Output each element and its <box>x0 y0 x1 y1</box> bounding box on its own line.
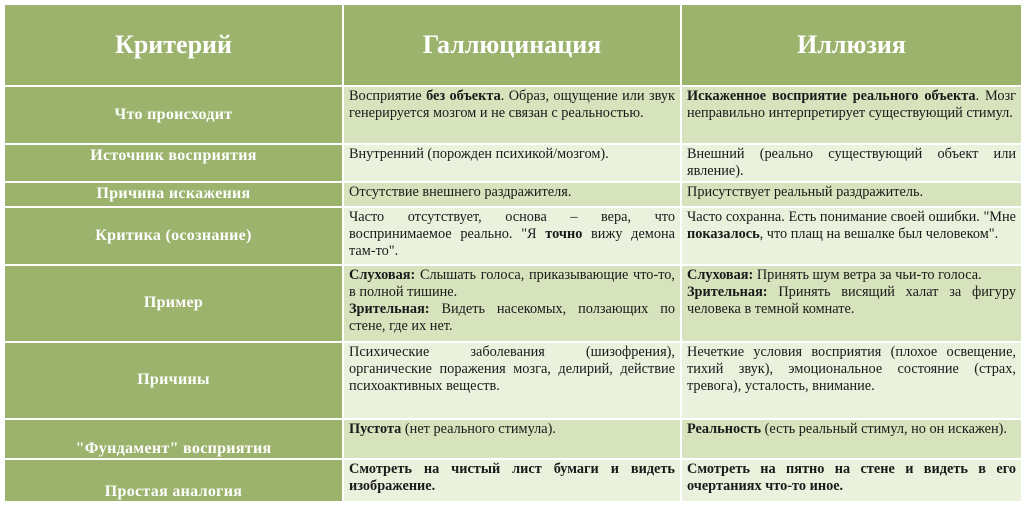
cell-text: Внутренний (порожден психикой/мозгом). <box>349 146 609 163</box>
bold-text: Пустота <box>349 420 402 437</box>
cell-text: (есть реальный стимул, но он искажен). <box>761 420 1007 437</box>
bold-text: показалось <box>687 225 760 242</box>
hallucination-cell <box>343 459 681 502</box>
cell-text: Видеть насекомых, ползающих по стене, где их нет. <box>349 300 675 334</box>
header-criterion: Критерий <box>4 4 343 86</box>
bold-text: точно <box>545 225 583 242</box>
illusion-cell <box>681 182 1022 206</box>
table-row <box>4 144 1022 182</box>
hallucination-cell <box>343 265 681 342</box>
criterion-cell: Причина искажения <box>4 182 343 206</box>
cell-text: . Мозг неправильно интерпретирует существующий стимул. <box>687 88 1016 121</box>
cell-text: Внешний (реально существующий объект или явление). <box>687 146 1016 180</box>
cell-text: Нечеткие условия восприятия (плохое освещение, тихий звук), эмоциональное состояние (страх, тревога), усталость, внимание. <box>687 344 1016 395</box>
example-paragraph <box>349 267 675 301</box>
hallucination-cell <box>343 419 681 459</box>
illusion-cell <box>681 459 1022 502</box>
header-row <box>4 4 1022 86</box>
criterion-cell: Пример <box>4 265 343 342</box>
bold-text: Зрительная: <box>687 283 768 300</box>
cell-text: Принять висящий халат за фигуру человека в темной комнате. <box>687 283 1016 317</box>
illusion-cell <box>681 207 1022 265</box>
cell-text: Часто отсутствует, основа – вера, что воспринимаемое реально. "Я <box>349 208 675 242</box>
cell-text: Часто сохранна. Есть понимание своей ошибки. "Мне <box>687 208 1016 225</box>
table-row <box>4 459 1022 502</box>
cell-text: , что плащ на вешалке был человеком". <box>759 225 999 242</box>
bold-text: Смотреть на чистый лист бумаги и видеть изображение. <box>349 460 675 494</box>
bold-text: Слуховая: <box>687 266 754 283</box>
illusion-cell <box>681 144 1022 182</box>
hallucination-cell <box>343 207 681 265</box>
example-paragraph <box>687 284 1016 318</box>
criterion-cell: Причины <box>4 342 343 418</box>
hallucination-cell <box>343 342 681 418</box>
cell-text: Присутствует реальный раздражитель. <box>687 184 924 201</box>
hallucination-cell <box>343 144 681 182</box>
criterion-cell: Что происходит <box>4 86 343 144</box>
cell-text: Психические заболевания (шизофрения), органические поражения мозга, делирий, действие психоактивных веществ. <box>349 344 675 395</box>
table-row <box>4 207 1022 265</box>
example-paragraph <box>687 267 1016 284</box>
illusion-cell <box>681 86 1022 144</box>
cell-text: Отсутствие внешнего раздражителя. <box>349 184 572 201</box>
table-row <box>4 419 1022 459</box>
table-row <box>4 86 1022 144</box>
criterion-cell: Простая аналогия <box>4 459 343 502</box>
cell-text: Восприятие <box>349 88 427 104</box>
criterion-cell: Критика (осознание) <box>4 207 343 265</box>
table-row <box>4 265 1022 342</box>
cell-text: вижу демона там-то". <box>349 225 675 259</box>
cell-text: . Образ, ощущение или звук генерируется мозгом и не связан с реальностью. <box>349 88 675 121</box>
example-paragraph <box>349 301 675 335</box>
bold-text: Слуховая: <box>349 266 416 283</box>
illusion-cell <box>681 419 1022 459</box>
cell-text: (нет реального стимула). <box>401 420 556 437</box>
bold-text: Искаженное восприятие реального объекта <box>687 88 976 104</box>
hallucination-cell <box>343 182 681 206</box>
header-hallucination: Галлюцинация <box>343 4 681 86</box>
criterion-cell: "Фундамент" восприятия <box>4 419 343 459</box>
bold-text: Смотреть на пятно на стене и видеть в его очертаниях что-то иное. <box>687 460 1016 494</box>
bold-text: Реальность <box>687 420 762 437</box>
hallucination-cell <box>343 86 681 144</box>
illusion-cell <box>681 265 1022 342</box>
comparison-table <box>3 3 1023 503</box>
cell-text: Слышать голоса, приказывающие что-то, в полной тишине. <box>349 266 675 300</box>
criterion-cell: Источник восприятия <box>4 144 343 182</box>
table-row <box>4 342 1022 418</box>
bold-text: без объекта <box>426 88 501 104</box>
illusion-cell <box>681 342 1022 418</box>
bold-text: Зрительная: <box>349 300 430 317</box>
header-illusion: Иллюзия <box>681 4 1022 86</box>
cell-text: Принять шум ветра за чьи-то голоса. <box>753 266 982 283</box>
table-row <box>4 182 1022 206</box>
